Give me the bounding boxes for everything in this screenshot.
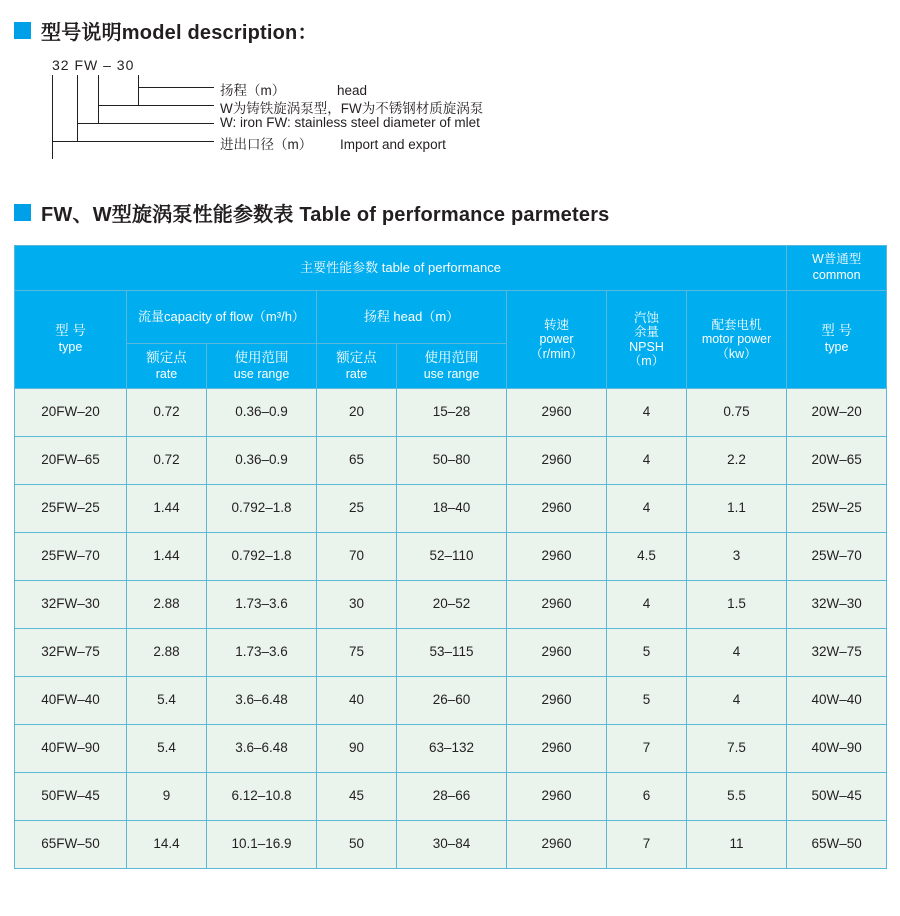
header-speed-line2: power (539, 332, 574, 347)
table-header-row-2 (15, 291, 887, 344)
cell-flow-rate: 2.88 (127, 629, 207, 677)
cell-flow-range: 1.73–3.6 (207, 629, 317, 677)
leader-line-horizontal-1 (138, 87, 214, 88)
cell-type: 32FW–30 (15, 581, 127, 629)
cell-speed: 2960 (507, 725, 607, 773)
cell-type: 40FW–90 (15, 725, 127, 773)
leader-line-horizontal-4 (52, 141, 214, 142)
leader-label-head-en: head (337, 83, 368, 98)
cell-head-range: 30–84 (397, 821, 507, 869)
cell-common-type: 40W–40 (787, 677, 887, 725)
header-main-performance-group: 主要性能参数 table of performance (15, 246, 787, 291)
cell-motor-power: 3 (687, 533, 787, 581)
header-speed-line1: 转速 (543, 317, 569, 332)
header-motor-line1: 配套电机 (711, 317, 762, 332)
header-flow-range (207, 344, 317, 389)
leader-line-vertical-1 (52, 75, 53, 159)
leader-line-horizontal-3 (77, 123, 214, 124)
cell-head-range: 52–110 (397, 533, 507, 581)
leader-line-vertical-4 (138, 75, 139, 105)
table-row (15, 485, 887, 533)
cell-speed: 2960 (507, 629, 607, 677)
cell-head-range: 28–66 (397, 773, 507, 821)
model-description-heading (0, 16, 900, 45)
cell-head-rate: 45 (317, 773, 397, 821)
header-common-line2: common (812, 268, 861, 282)
table-row (15, 677, 887, 725)
table-row (15, 773, 887, 821)
cell-speed: 2960 (507, 821, 607, 869)
cell-speed: 2960 (507, 437, 607, 485)
header-flow-rate (127, 344, 207, 389)
cell-type: 20FW–65 (15, 437, 127, 485)
leader-label-material-cn: W为铸铁旋涡泵型，FW为不锈钢材质旋涡泵 (220, 101, 484, 116)
table-row (15, 437, 887, 485)
blue-square-bullet-icon (14, 22, 31, 39)
header-head-rate-en: rate (345, 366, 368, 381)
header-speed (507, 291, 607, 389)
header-type-right-en: type (824, 340, 849, 355)
model-description-title: 型号说明model description： (41, 22, 318, 44)
header-npsh (607, 291, 687, 389)
cell-common-type: 65W–50 (787, 821, 887, 869)
header-type-left-en: type (58, 340, 83, 355)
cell-head-range: 53–115 (397, 629, 507, 677)
header-speed-line3: （r/min） (530, 346, 583, 361)
cell-flow-range: 3.6–6.48 (207, 677, 317, 725)
table-row (15, 629, 887, 677)
cell-common-type: 20W–65 (787, 437, 887, 485)
cell-motor-power: 4 (687, 629, 787, 677)
table-row (15, 389, 887, 437)
header-flow-range-cn: 使用范围 (234, 349, 289, 365)
cell-motor-power: 1.5 (687, 581, 787, 629)
cell-flow-rate: 0.72 (127, 437, 207, 485)
cell-head-rate: 90 (317, 725, 397, 773)
header-head-range (397, 344, 507, 389)
header-motor-power (687, 291, 787, 389)
cell-flow-range: 1.73–3.6 (207, 581, 317, 629)
cell-speed: 2960 (507, 773, 607, 821)
cell-flow-range: 10.1–16.9 (207, 821, 317, 869)
cell-common-type: 32W–30 (787, 581, 887, 629)
cell-head-rate: 70 (317, 533, 397, 581)
cell-head-range: 18–40 (397, 485, 507, 533)
cell-common-type: 40W–90 (787, 725, 887, 773)
cell-flow-rate: 14.4 (127, 821, 207, 869)
leader-line-vertical-3 (98, 75, 99, 123)
cell-head-rate: 30 (317, 581, 397, 629)
cell-head-rate: 25 (317, 485, 397, 533)
cell-speed: 2960 (507, 485, 607, 533)
table-body (15, 389, 887, 869)
cell-flow-rate: 2.88 (127, 581, 207, 629)
cell-flow-range: 6.12–10.8 (207, 773, 317, 821)
cell-common-type: 25W–70 (787, 533, 887, 581)
cell-head-rate: 65 (317, 437, 397, 485)
header-flow-range-en: use range (233, 366, 290, 381)
cell-type: 65FW–50 (15, 821, 127, 869)
cell-flow-rate: 1.44 (127, 533, 207, 581)
cell-npsh: 4 (607, 485, 687, 533)
table-row (15, 533, 887, 581)
cell-flow-range: 0.792–1.8 (207, 533, 317, 581)
cell-flow-range: 0.36–0.9 (207, 437, 317, 485)
cell-flow-rate: 5.4 (127, 725, 207, 773)
performance-table-container (14, 245, 886, 869)
blue-square-bullet-icon-2 (14, 204, 31, 221)
cell-speed: 2960 (507, 533, 607, 581)
cell-npsh: 7 (607, 725, 687, 773)
header-npsh-line2: 余量 (633, 325, 659, 340)
header-head-range-cn: 使用范围 (424, 349, 479, 365)
leader-label-head-cn: 扬程（m） (220, 83, 286, 98)
cell-flow-rate: 1.44 (127, 485, 207, 533)
cell-npsh: 5 (607, 677, 687, 725)
cell-head-range: 20–52 (397, 581, 507, 629)
cell-common-type: 32W–75 (787, 629, 887, 677)
cell-type: 25FW–70 (15, 533, 127, 581)
leader-label-diameter (220, 133, 446, 153)
cell-head-rate: 75 (317, 629, 397, 677)
header-head-rate (317, 344, 397, 389)
header-motor-line3: （kw） (716, 346, 757, 361)
leader-label-diameter-cn: 进出口径（m） (220, 137, 313, 152)
cell-motor-power: 2.2 (687, 437, 787, 485)
header-npsh-line3: NPSH (629, 339, 664, 354)
header-flow-rate-en: rate (155, 366, 178, 381)
cell-head-rate: 20 (317, 389, 397, 437)
cell-head-range: 63–132 (397, 725, 507, 773)
leader-label-material-en: W: iron FW: stainless steel diameter of mlet (220, 115, 480, 130)
performance-table-heading (0, 198, 900, 227)
model-code-text: 32 FW – 30 (52, 57, 135, 73)
leader-label-head (220, 79, 367, 99)
cell-type: 20FW–20 (15, 389, 127, 437)
cell-npsh: 5 (607, 629, 687, 677)
cell-common-type: 50W–45 (787, 773, 887, 821)
cell-type: 50FW–45 (15, 773, 127, 821)
cell-type: 40FW–40 (15, 677, 127, 725)
cell-flow-rate: 0.72 (127, 389, 207, 437)
cell-motor-power: 7.5 (687, 725, 787, 773)
cell-npsh: 4 (607, 389, 687, 437)
cell-npsh: 4 (607, 437, 687, 485)
leader-line-vertical-2 (77, 75, 78, 141)
cell-motor-power: 5.5 (687, 773, 787, 821)
cell-head-range: 15–28 (397, 389, 507, 437)
table-row (15, 725, 887, 773)
header-type-right (787, 291, 887, 389)
header-common-group (787, 246, 887, 291)
header-type-left-cn: 型 号 (55, 323, 86, 339)
cell-flow-range: 3.6–6.48 (207, 725, 317, 773)
cell-common-type: 20W–20 (787, 389, 887, 437)
cell-speed: 2960 (507, 581, 607, 629)
header-common-line1: W普通型 (811, 252, 862, 267)
table-row (15, 821, 887, 869)
table-row (15, 581, 887, 629)
cell-type: 32FW–75 (15, 629, 127, 677)
header-flow-group-cn: 流量capacity of flow (138, 308, 253, 324)
cell-motor-power: 1.1 (687, 485, 787, 533)
header-flow-group (127, 291, 317, 344)
cell-speed: 2960 (507, 677, 607, 725)
cell-npsh: 7 (607, 821, 687, 869)
header-motor-line2: motor power (701, 332, 772, 347)
model-code-diagram (40, 57, 740, 172)
header-head-rate-cn: 额定点 (336, 349, 377, 365)
cell-npsh: 4.5 (607, 533, 687, 581)
cell-head-range: 26–60 (397, 677, 507, 725)
header-npsh-line4: （m） (628, 353, 665, 368)
header-type-right-cn: 型 号 (821, 323, 852, 339)
cell-speed: 2960 (507, 389, 607, 437)
cell-flow-range: 0.36–0.9 (207, 389, 317, 437)
header-flow-group-unit: （m³/h） (252, 308, 305, 324)
cell-npsh: 6 (607, 773, 687, 821)
header-type-left (15, 291, 127, 389)
cell-motor-power: 0.75 (687, 389, 787, 437)
cell-motor-power: 4 (687, 677, 787, 725)
cell-motor-power: 11 (687, 821, 787, 869)
performance-table (14, 245, 887, 869)
header-npsh-line1: 汽蚀 (633, 310, 659, 325)
table-header (15, 246, 887, 389)
cell-head-rate: 50 (317, 821, 397, 869)
table-header-row-1 (15, 246, 887, 291)
leader-line-horizontal-2 (98, 105, 214, 106)
performance-table-title: FW、W型旋涡泵性能参数表 Table of performance parmeters (41, 204, 610, 226)
cell-flow-rate: 9 (127, 773, 207, 821)
header-head-group: 扬程 head（m） (317, 291, 507, 344)
cell-flow-range: 0.792–1.8 (207, 485, 317, 533)
header-head-range-en: use range (423, 366, 480, 381)
cell-type: 25FW–25 (15, 485, 127, 533)
cell-head-range: 50–80 (397, 437, 507, 485)
cell-npsh: 4 (607, 581, 687, 629)
cell-head-rate: 40 (317, 677, 397, 725)
cell-common-type: 25W–25 (787, 485, 887, 533)
header-flow-rate-cn: 额定点 (146, 349, 187, 365)
leader-label-diameter-en: Import and export (340, 137, 446, 152)
cell-flow-rate: 5.4 (127, 677, 207, 725)
